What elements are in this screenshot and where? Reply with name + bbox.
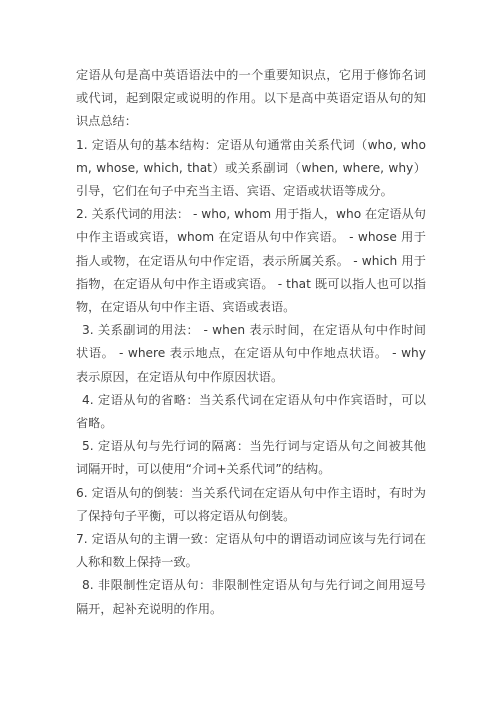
document-body (76, 64, 426, 621)
paragraph-point-3: 3. 关系副词的用法： - when 表示时间，在定语从句中作时间状语。 - where 表示地点，在定语从句中作地点状语。 - why 表示原因，在定语从句中作原因状语。 (76, 323, 426, 384)
paragraph-intro: 定语从句是高中英语语法中的一个重要知识点，它用于修饰名词或代词，起到限定或说明的作用。以下是高中英语定语从句的知识点总结： (76, 68, 426, 129)
paragraph-point-5: 5. 定语从句与先行词的隔离：当先行词与定语从句之间被其他词隔开时，可以使用“介词+关系代词”的结构。 (76, 439, 426, 477)
paragraph-point-8: 8. 非限制性定语从句：非限制性定语从句与先行词之间用逗号隔开，起补充说明的作用。 (76, 578, 426, 616)
paragraph-point-7: 7. 定语从句的主谓一致：定语从句中的谓语动词应该与先行词在人称和数上保持一致。 (76, 532, 426, 570)
paragraph-point-4: 4. 定语从句的省略：当关系代词在定语从句中作宾语时，可以省略。 (76, 392, 426, 431)
paragraph-point-6: 6. 定语从句的倒装：当关系代词在定语从句中作主语时，有时为了保持句子平衡，可以将定语从句倒装。 (76, 485, 426, 523)
paragraph-point-1: 1. 定语从句的基本结构：定语从句通常由关系代词（who, whom, whose, which, that）或关系副词（when, where, why）引导，它们在句子中充当主语、宾语、定语或状语等成分。 (76, 137, 426, 199)
paragraph-point-2: 2. 关系代词的用法： - who, whom 用于指人，who 在定语从句中作主语或宾语，whom 在定语从句中作宾语。 - whose 用于指人或物，在定语从句中作定语，表示所属关系。 - which 用于指物，在定语从句中作主语或宾语。 - that 既可以指人也可以指物，在定语从句中作主语、宾语或表语。 (76, 207, 426, 315)
